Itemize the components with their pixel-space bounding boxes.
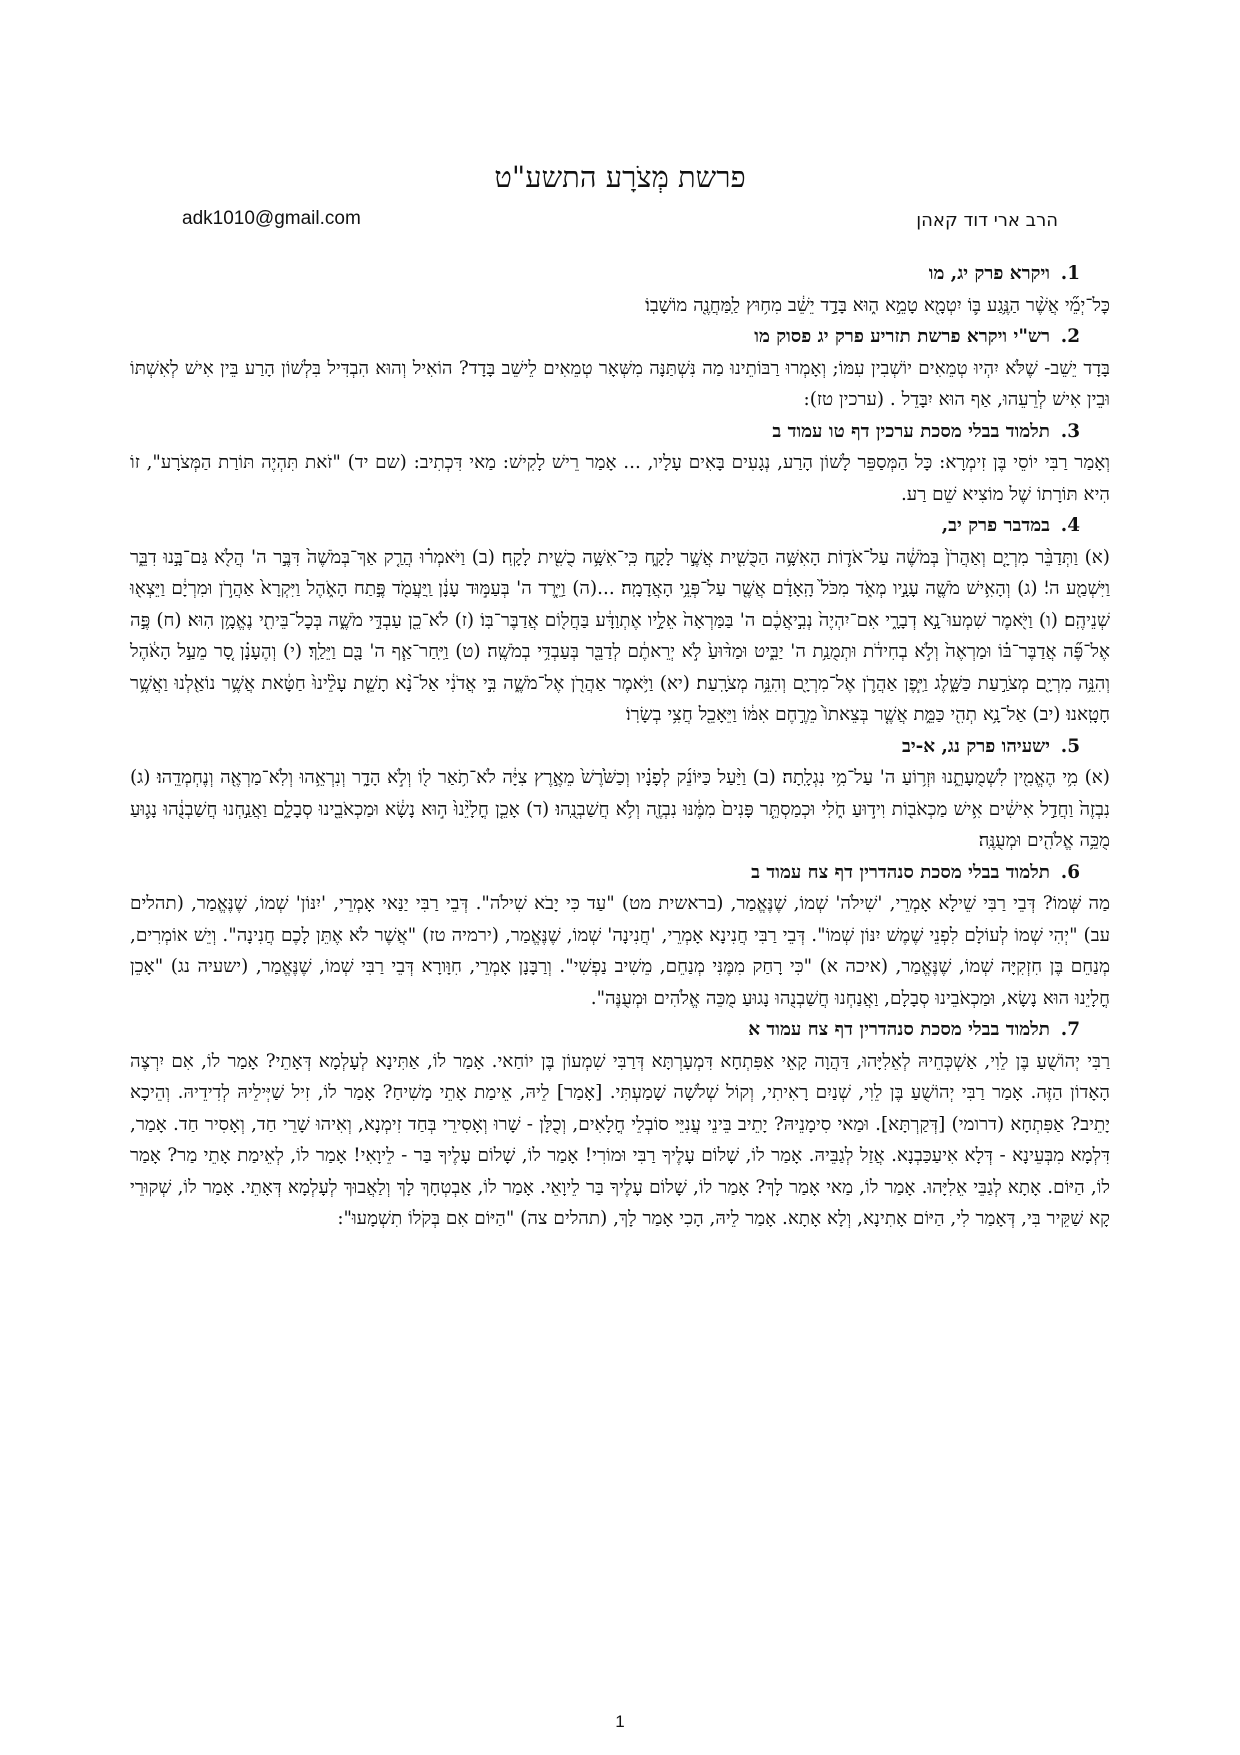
source-section-5 — [130, 731, 1110, 857]
section-heading — [130, 321, 1110, 353]
source-section-1 — [130, 258, 1110, 321]
section-number: 1. — [1060, 263, 1080, 284]
section-heading — [130, 1014, 1110, 1046]
source-sheet-body — [130, 258, 1110, 1235]
section-title: ישעיהו פרק נג, א-יב — [901, 735, 1050, 757]
section-number: 7. — [1060, 1019, 1080, 1040]
section-title: ויקרא פרק יג, מו — [928, 263, 1050, 284]
section-heading — [130, 731, 1110, 763]
section-number: 2. — [1060, 326, 1080, 347]
section-number: 5. — [1060, 735, 1080, 757]
section-text: מַה שְּׁמוֹ? דְּבֵי רַבִּי שֵׁילָא אָמְרֵי, 'שִׁילֹה' שְׁמוֹ, שֶׁנֶּאֱמַר, (בראשית מט) "עַד כִּי יָבֹא שִׁילֹה". דְּבֵי רַבִּי יַנַּאי אָמְרֵי, 'יִנּוֹן' שְׁמוֹ, שֶׁנֶּאֱמַר, (תהלים עב) "יְהִי שְׁמוֹ לְעוֹלָם לִפְנֵי שֶׁמֶשׁ יִנּוֹן שְׁמוֹ". דְּבֵי רַבִּי חֲנִינָא אָמְרֵי, 'חֲנִינָה' שְׁמוֹ, שֶׁנֶּאֱמַר, (ירמיה טז) "אֲשֶׁר לֹא אֶתֵּן לָכֶם חֲנִינָה". וְיֵשׁ אוֹמְרִים, מְנַחֵם בֶּן חִזְקִיָּה שְׁמוֹ, שֶׁנֶּאֱמַר, (איכה א) "כִּי רָחַק מִמֶּנִּי מְנַחֵם, מֵשִׁיב נַפְשִׁי". וְרַבָּנָן אָמְרֵי, חִוָּורָא דְּבֵי רַבִּי שְׁמוֹ, שֶׁנֶּאֱמַר, (ישעיה נג) "אָכֵן חֳלָיֵנוּ הוּא נָשָׂא, וּמַכְאֹבֵינוּ סְבָלָם, וַאֲנַחְנוּ חֲשַׁבְנֻהוּ נָגוּעַ מֻכֵּה אֱלֹהִים וּמְעֻנֶּה". — [130, 893, 1110, 1009]
section-title: תלמוד בבלי מסכת ערכין דף טו עמוד ב — [772, 420, 1050, 442]
section-text: וְאָמַר רַבִּי יוֹסֵי בֶּן זִימְרָא: כָּל הַמְּסַפֵּר לָשׁוֹן הָרַע, נְגָעִים בָּאִים עָלָיו, ... אָמַר רֵישׁ לָקִישׁ: מַאי דִּכְתִיב: (שם יד) "זֹאת תִּהְיֶה תּוֹרַת הַמְּצֹרָע", זוֹ הִיא תּוֹרָתוֹ שֶׁל מוֹצִיא שֵׁם רַע. — [130, 452, 1110, 505]
page-number: 1 — [615, 1712, 625, 1731]
section-heading — [130, 416, 1110, 448]
section-title: תלמוד בבלי מסכת סנהדרין דף צח עמוד ב — [751, 861, 1050, 883]
section-heading — [130, 258, 1110, 290]
section-title: תלמוד בבלי מסכת סנהדרין דף צח עמוד א — [748, 1019, 1050, 1040]
section-heading — [130, 510, 1110, 542]
source-section-4 — [130, 510, 1110, 731]
source-section-6 — [130, 857, 1110, 1015]
author-email: adk1010@gmail.com — [182, 208, 361, 229]
section-text: (א) מִ֥י הֶאֱמִ֖ין לִשְׁמֻעָתֵ֑נוּ וּזְר֥וֹעַ ה' עַל־מִ֥י נִגְלָֽתָה׃ (ב) וַיַּ֨עַל כַּיּוֹנֵ֜ק לְפָנָ֗יו וְכַשֹּׁ֙רֶשׁ֙ מֵאֶ֣רֶץ צִיָּ֔ה לֹא־תֹ֥אַר ל֖וֹ וְלֹ֣א הָדָ֑ר וְנִרְאֵ֥הוּ וְלֹֽא־מַרְאֶ֖ה וְנֶחְמְדֵֽהוּ׃ (ג) נִבְזֶה֙ וַחֲדַ֣ל אִישִׁ֔ים אִ֥ישׁ מַכְאֹב֖וֹת וִיד֣וּעַ חֹ֑לִי וּכְמַסְתֵּ֤ר פָּנִים֙ מִמֶּ֔נּוּ נִבְזֶ֖ה וְלֹ֥א חֲשַׁבְנֻֽהוּ׃ (ד) אָכֵ֤ן חֳלָיֵ֨נוּ֙ ה֣וּא נָשָׂ֔א וּמַכְאֹבֵ֖ינוּ סְבָלָ֑ם וַאֲנַ֣חְנוּ חֲשַׁבְנֻ֔הוּ נָג֛וּעַ מֻכֵּ֥ה אֱלֹהִ֖ים וּמְעֻנֶּֽה׃ — [130, 767, 1110, 851]
section-text: בָּדָד יֵשֵׁב- שֶׁלֹּא יִהְיוּ טְמֵאִים יוֹשְׁבִין עִמּוֹ; וְאָמְרוּ רַבּוֹתֵינוּ מַה נִּשְׁתַּנָּה מִשְּׁאָר טְמֵאִים לֵישֵׁב בָּדָד? הוֹאִיל וְהוּא הִבְדִּיל בִּלְשׁוֹן הָרַע בֵּין אִישׁ לְאִשְׁתּוֹ וּבֵין אִישׁ לְרֵעֵהוּ, אַף הוּא יִבָּדֵל . (ערכין טז): — [130, 357, 1110, 410]
section-text: כׇּל־יְמֵ֞י אֲשֶׁ֨ר הַנֶּ֥גַע בּ֛וֹ יִטְמָ֖א טָמֵ֣א ה֑וּא בָּדָ֣ד יֵשֵׁ֔ב מִח֥וּץ לַֽמַּחֲנֶ֖ה מוֹשָׁבֽוֹ׃ — [645, 294, 1110, 316]
source-section-3 — [130, 416, 1110, 511]
section-title: רש"י ויקרא פרשת תזריע פרק יג פסוק מו — [754, 326, 1050, 347]
source-section-7 — [130, 1014, 1110, 1235]
section-number: 4. — [1060, 515, 1080, 536]
source-section-2 — [130, 321, 1110, 416]
section-number: 6. — [1060, 861, 1080, 883]
section-text: רַבִּי יְהוֹשֻׁעַ בֶּן לֵוִי, אַשְׁכְּחֵיהּ לְאֵלִיָּהוּ, דַּהֲוָה קָאֵי אַפִּתְחָא דִּמְעָרְתָּא דְּרַבִּי שִׁמְעוֹן בֶּן יוֹחַאי. אָמַר לוֹ, אַתִּינָא לְעָלְמָא דְּאָתֵי? אָמַר לוֹ, אִם יִרְצֶה הָאָדוֹן הַזֶּה. אָמַר רַבִּי יְהוֹשֻׁעַ בֶּן לֵוִי, שְׁנַיִם רָאִיתִי, וְקוֹל שְׁלֹשָׁה שָׁמַעְתִּי. [אָמַר] לֵיהּ, אֵימַת אָתֵי מָשִׁיחַ? אָמַר לוֹ, זִיל שַׁיְּילֵיהּ לְדִידֵיהּ. וְהֵיכָא יָתֵיב? אַפִּתְחָא (דרומי) [דְּקַרְתָּא]. וּמַאי סִימָנֵיהּ? יָתֵיב בֵּינֵי עֲנִיֵּי סוֹבְלֵי חֳלָאִים, וְכֻלָּן - שָׁרוּ וְאָסִירֵי בְּחַד זִימְנָא, וְאִיהוּ שָׁרֵי חַד, וְאָסִיר חַד. אָמַר, דִּלְמָא מִבְּעֵינָא - דְּלָא אִיעַכַּבְנָא. אֲזַל לְגַבֵּיהּ. אָמַר לוֹ, שָׁלוֹם עָלֶיךָ רַבִּי וּמוֹרִי! אָמַר לוֹ, שָׁלוֹם עָלֶיךָ בַּר - לֵיוָאִי! אָמַר לוֹ, לְאֵימַת אָתֵי מַר? אָמַר לוֹ, הַיּוֹם. אָתָא לְגַבֵּי אֵלִיָּהוּ. אָמַר לוֹ, מַאי אָמַר לָךְ? אָמַר לוֹ, שָׁלוֹם עָלֶיךָ בַּר לֵיוָאֵי. אָמַר לוֹ, אַבְטְחָךְ לָךְ וְלַאֲבוּךְ לְעָלְמָא דְּאָתֵי. אָמַר לוֹ, שְׁקוּרֵי קָא שַׁקֵּיר בִּי, דְּאָמַר לִי, הַיּוֹם אָתִינָא, וְלָא אָתָא. אָמַר לֵיהּ, הָכִי אָמַר לָךְ, (תהלים צה) "הַיּוֹם אִם בְּקֹלוֹ תִשְׁמָעוּ": — [130, 1050, 1110, 1229]
section-text: (א) וַתְּדַבֵּ֨ר מִרְיָ֤ם וְאַהֲרֹן֙ בְּמֹשֶׁ֔ה עַל־אֹד֛וֹת הָאִשָּׁ֥ה הַכֻּשִׁ֖ית אֲשֶׁ֣ר לָקָ֑ח כִּֽי־אִשָּׁ֥ה כֻשִׁ֖ית לָקָֽח׃ (ב) וַיֹּאמְר֗וּ הֲרַ֤ק אַךְ־בְּמֹשֶׁה֙ דִּבֶּ֣ר ה' הֲלֹ֖א גַּם־בָּ֣נוּ דִבֵּ֑ר וַיִּשְׁמַ֖ע ה'׃ (ג) וְהָאִ֥ישׁ מֹשֶׁ֖ה עָנָ֣יו מְאֹ֑ד מִכֹּל֙ הָֽאָדָ֔ם אֲשֶׁ֖ר עַל־פְּנֵ֥י הָאֲדָמָֽה׃ ...(ה) וַיֵּ֤רֶד ה' בְּעַמּ֣וּד עָנָ֔ן וַֽיַּעֲמֹ֖ד פֶּ֣תַח הָאֹ֑הֶל וַיִּקְרָא֙ אַהֲרֹ֣ן וּמִרְיָ֔ם וַיֵּצְא֖וּ שְׁנֵיהֶֽם׃ (ו) וַיֹּ֖אמֶר שִׁמְעוּ־נָ֣א דְבָרָ֑י אִם־יִהְיֶה֙ נְבִ֣יאֲכֶ֔ם ה' בַּמַּרְאָה֙ אֵלָ֣יו אֶתְוַדָּ֔ע בַּחֲל֖וֹם אֲדַבֶּר־בּֽוֹ׃ (ז) לֹא־כֵ֖ן עַבְדִּ֣י מֹשֶׁ֑ה בְּכׇל־בֵּיתִ֖י נֶאֱמָ֥ן הֽוּא׃ (ח) פֶּ֣ה אֶל־פֶּ֞ה אֲדַבֶּר־בּ֗וֹ וּמַרְאֶה֙ וְלֹ֣א בְחִידֹ֔ת וּתְמֻנַ֥ת ה' יַבִּ֑יט וּמַדּ֨וּעַ֙ לֹ֣א יְרֵאתֶ֔ם לְדַבֵּ֖ר בְּעַבְדִּ֥י בְמֹשֶֽׁה׃ (ט) וַיִּֽחַר־אַ֧ף ה' בָּ֖ם וַיֵּלַֽךְ׃ (י) וְהֶעָנָ֗ן סָ֚ר מֵעַ֣ל הָאֹ֔הֶל וְהִנֵּ֥ה מִרְיָ֖ם מְצֹרַ֣עַת כַּשָּׁ֑לֶג וַיִּ֧פֶן אַהֲרֹ֛ן אֶל־מִרְיָ֖ם וְהִנֵּ֥ה מְצֹרָֽעַת׃ (יא) וַיֹּ֥אמֶר אַהֲרֹ֖ן אֶל־מֹשֶׁ֑ה בִּ֣י אֲדֹנִ֔י אַל־נָ֨א תָשֵׁ֤ת עָלֵ֨ינוּ֙ חַטָּ֔את אֲשֶׁ֥ר נוֹאַ֖לְנוּ וַאֲשֶׁ֥ר חָטָֽאנוּ׃ (יב) אַל־נָ֥א תְהִ֖י כַּמֵּ֑ת אֲשֶׁ֤ר בְּצֵאתוֹ֙ מֵרֶ֣חֶם אִמּ֔וֹ וַיֵּאָכֵ֖ל חֲצִ֥י בְשָׂרֽוֹ׃ — [130, 546, 1110, 725]
section-heading — [130, 857, 1110, 889]
section-number: 3. — [1060, 420, 1080, 442]
author-name: הרב ארי דוד קאהן — [916, 210, 1058, 231]
page-title: פרשת מְּצֹרָע התשע"ט — [494, 160, 746, 194]
section-title: במדבר פרק יב, — [941, 515, 1050, 536]
